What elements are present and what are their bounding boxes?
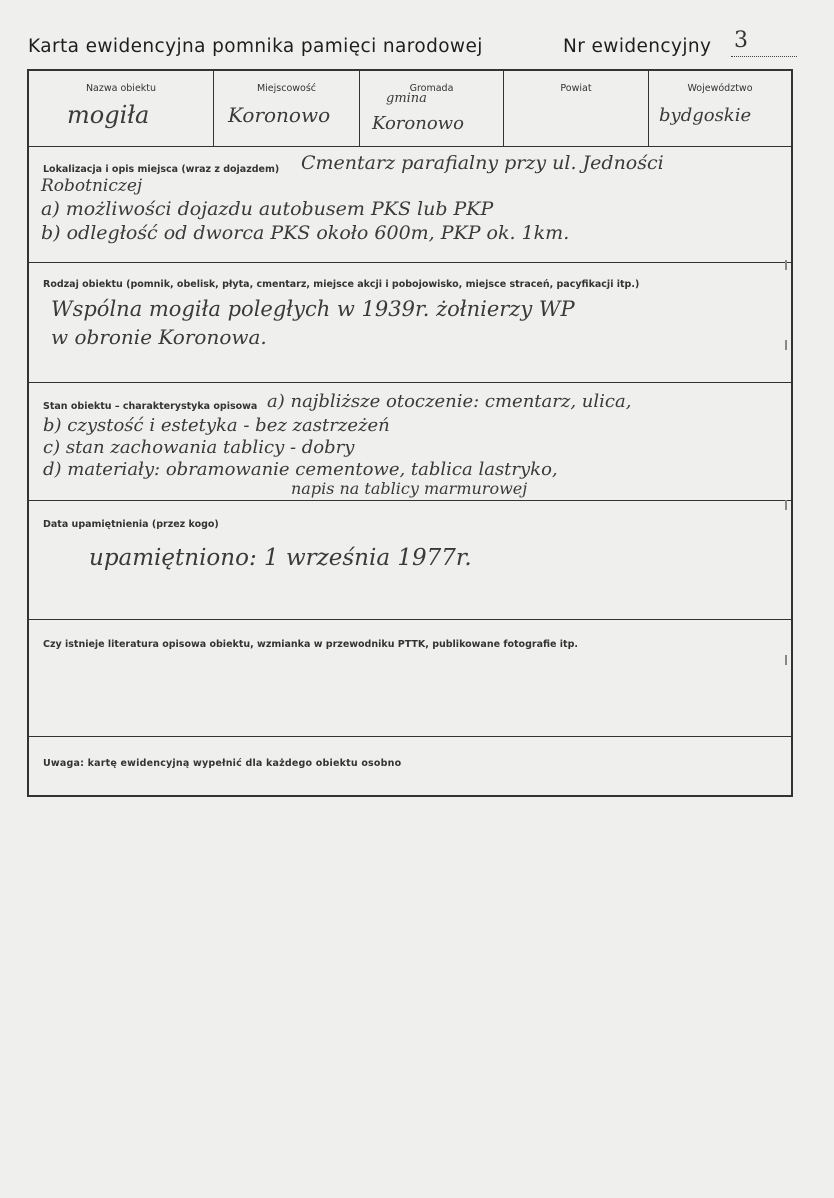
registration-number-line bbox=[731, 56, 797, 57]
section-uwaga bbox=[29, 737, 791, 795]
lokalizacja-line-3: a) możliwości dojazdu autobusem PKS lub PKP bbox=[41, 198, 494, 220]
margin-mark bbox=[785, 260, 787, 270]
label-rodzaj: Rodzaj obiektu (pomnik, obelisk, płyta, cmentarz, miejsce akcji i pobojowisko, miejsce straceń, pacyfikacji itp.) bbox=[43, 279, 640, 290]
label-stan: Stan obiektu – charakterystyka opisowa bbox=[43, 401, 258, 412]
lokalizacja-line-2: Robotniczej bbox=[41, 176, 143, 196]
section-lokalizacja bbox=[29, 146, 791, 263]
margin-mark bbox=[785, 340, 787, 350]
value-wojewodztwo: bydgoskie bbox=[659, 105, 752, 126]
label-literatura: Czy istnieje literatura opisowa obiektu, wzmianka w przewodniku PTTK, publikowane fotografie itp. bbox=[43, 639, 578, 650]
value-gromada-line1: gmina bbox=[386, 91, 427, 106]
stan-line-1: a) najbliższe otoczenie: cmentarz, ulica, bbox=[267, 391, 632, 412]
label-uwaga: Uwaga: kartę ewidencyjną wypełnić dla każdego obiektu osobno bbox=[43, 758, 402, 769]
label-wojewodztwo: Województwo bbox=[687, 83, 753, 94]
label-powiat: Powiat bbox=[560, 83, 592, 94]
registration-number-value: 3 bbox=[734, 28, 748, 53]
value-miejscowosc: Koronowo bbox=[228, 103, 331, 127]
data-upamietnienia-value: upamiętniono: 1 września 1977r. bbox=[89, 545, 472, 571]
stan-line-5: napis na tablicy marmurowej bbox=[291, 479, 528, 498]
cell-nazwa-obiektu bbox=[29, 71, 214, 146]
section-rodzaj bbox=[29, 263, 791, 383]
value-gromada-line2: Koronowo bbox=[372, 113, 464, 134]
section-data-upamietnienia bbox=[29, 501, 791, 620]
section-stan bbox=[29, 383, 791, 501]
stan-line-3: c) stan zachowania tablicy - dobry bbox=[43, 437, 355, 458]
label-gromada: Gromada bbox=[409, 83, 454, 94]
record-table bbox=[27, 69, 793, 797]
cell-powiat bbox=[504, 71, 649, 146]
margin-mark bbox=[785, 500, 787, 510]
registration-number-label: Nr ewidencyjny bbox=[563, 36, 712, 57]
cell-miejscowosc bbox=[214, 71, 360, 146]
cell-wojewodztwo bbox=[649, 71, 791, 146]
section-literatura bbox=[29, 620, 791, 737]
rodzaj-line-2: w obronie Koronowa. bbox=[51, 325, 267, 349]
label-data-upamietnienia: Data upamiętnienia (przez kogo) bbox=[43, 519, 219, 530]
label-miejscowosc: Miejscowość bbox=[256, 83, 317, 94]
value-nazwa-obiektu: mogiła bbox=[67, 101, 150, 129]
form-title: Karta ewidencyjna pomnika pamięci narodowej bbox=[28, 36, 483, 57]
stan-line-2: b) czystość i estetyka - bez zastrzeżeń bbox=[43, 415, 390, 436]
header-row bbox=[29, 71, 791, 147]
rodzaj-line-1: Wspólna mogiła poległych w 1939r. żołnierzy WP bbox=[51, 297, 575, 321]
label-lokalizacja: Lokalizacja i opis miejsca (wraz z dojazdem) bbox=[43, 164, 280, 175]
lokalizacja-line-1: Cmentarz parafialny przy ul. Jedności bbox=[301, 152, 664, 174]
label-nazwa-obiektu: Nazwa obiektu bbox=[85, 83, 157, 94]
cell-gromada bbox=[360, 71, 504, 146]
lokalizacja-line-4: b) odległość od dworca PKS około 600m, PKP ok. 1km. bbox=[41, 222, 570, 244]
stan-line-4: d) materiały: obramowanie cementowe, tablica lastryko, bbox=[43, 459, 558, 480]
margin-mark bbox=[785, 655, 787, 665]
